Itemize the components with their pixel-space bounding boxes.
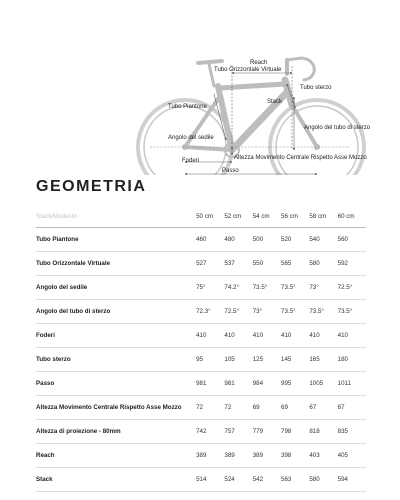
table-cell: 73.5° bbox=[281, 308, 296, 315]
table-cell: 75° bbox=[196, 284, 206, 291]
table-cell: 995 bbox=[281, 380, 292, 387]
front-wheel bbox=[270, 100, 364, 175]
table-cell: 95 bbox=[196, 356, 203, 363]
table-row bbox=[36, 252, 366, 276]
table-body bbox=[36, 228, 366, 492]
label-seat-tube: Tubo Piantone bbox=[168, 104, 207, 110]
table-cell: 527 bbox=[196, 260, 207, 267]
row-label: Passo bbox=[36, 380, 55, 387]
label-reach: Reach bbox=[250, 60, 268, 66]
table-cell: 73.5° bbox=[252, 284, 268, 291]
table-cell: 180 bbox=[337, 356, 348, 363]
row-label: Reach bbox=[36, 452, 55, 459]
table-row bbox=[36, 276, 366, 300]
table-cell: 537 bbox=[224, 260, 235, 267]
table-cell: 1011 bbox=[337, 380, 351, 387]
diagram-labels bbox=[168, 60, 371, 174]
table-cell: 105 bbox=[224, 356, 235, 363]
table-cell: 72.5° bbox=[224, 308, 239, 315]
size-header: 54 cm bbox=[253, 205, 281, 228]
row-label: Tubo sterzo bbox=[36, 356, 71, 363]
table-cell: 580 bbox=[309, 476, 320, 483]
table-cell: 984 bbox=[252, 380, 264, 387]
table-cell: 480 bbox=[224, 236, 235, 243]
table-cell: 560 bbox=[337, 236, 348, 243]
label-top-tube: Tubo Orizzontale Virtuale bbox=[214, 67, 282, 73]
table-cell: 145 bbox=[281, 356, 292, 363]
label-wheelbase: Passo bbox=[222, 168, 239, 174]
table-cell: 73.5° bbox=[309, 308, 324, 315]
table-cell: 520 bbox=[281, 236, 292, 243]
table-row bbox=[36, 300, 366, 324]
table-cell: 410 bbox=[281, 332, 292, 339]
table-cell: 398 bbox=[281, 452, 292, 459]
table-cell: 165 bbox=[309, 356, 320, 363]
table-cell: 410 bbox=[196, 332, 207, 339]
table-cell: 565 bbox=[281, 260, 292, 267]
table-cell: 542 bbox=[252, 476, 264, 483]
size-header: 58 cm bbox=[309, 205, 337, 228]
table-header-label: Stack/Modesto bbox=[36, 205, 196, 228]
table-cell: 410 bbox=[309, 332, 320, 339]
table-cell: 73° bbox=[252, 308, 263, 315]
table-cell: 540 bbox=[309, 236, 320, 243]
table-cell: 405 bbox=[337, 452, 348, 459]
row-label: Foderi bbox=[36, 332, 55, 339]
table-row bbox=[36, 420, 366, 444]
table-cell: 580 bbox=[309, 260, 320, 267]
page-title: GEOMETRIA bbox=[36, 178, 147, 195]
size-header: 60 cm bbox=[338, 205, 366, 228]
table-cell: 757 bbox=[224, 428, 235, 435]
table-cell: 1005 bbox=[309, 380, 324, 387]
row-label: Altezza di proiezione - 80mm bbox=[36, 428, 121, 435]
row-label: Angolo del tubo di sterzo bbox=[36, 308, 111, 315]
table-cell: 410 bbox=[224, 332, 235, 339]
table-cell: 500 bbox=[252, 236, 264, 243]
table-row bbox=[36, 468, 366, 492]
table-cell: 72.3° bbox=[196, 308, 211, 315]
label-head-tube: Tubo sterzo bbox=[300, 85, 332, 91]
table-cell: 514 bbox=[196, 476, 207, 483]
table-cell: 67 bbox=[337, 404, 345, 411]
table-row bbox=[36, 444, 366, 468]
bike-geometry-diagram bbox=[0, 0, 400, 175]
table-cell: 550 bbox=[252, 260, 264, 267]
row-label: Stack bbox=[36, 476, 53, 483]
table-cell: 72.5° bbox=[337, 284, 353, 291]
table-cell: 592 bbox=[337, 260, 348, 267]
table-cell: 69 bbox=[252, 404, 260, 411]
size-header: 56 cm bbox=[281, 205, 309, 228]
table-cell: 779 bbox=[252, 428, 264, 435]
table-cell: 389 bbox=[196, 452, 207, 459]
geometry-table bbox=[36, 205, 366, 492]
table-header-row bbox=[36, 205, 366, 228]
table-cell: 73.5° bbox=[281, 284, 296, 291]
row-label: Tubo Orizzontale Virtuale bbox=[36, 260, 111, 267]
table-cell: 798 bbox=[281, 428, 292, 435]
table-cell: 403 bbox=[309, 452, 320, 459]
size-header: 52 cm bbox=[224, 205, 252, 228]
table-cell: 67 bbox=[309, 404, 317, 411]
table-cell: 742 bbox=[196, 428, 207, 435]
table-cell: 389 bbox=[224, 452, 235, 459]
table-row bbox=[36, 228, 366, 252]
table-cell: 818 bbox=[309, 428, 320, 435]
label-seat-angle: Angolo del sedile bbox=[168, 135, 214, 141]
table-cell: 73° bbox=[309, 284, 319, 291]
table-row bbox=[36, 372, 366, 396]
table-cell: 125 bbox=[252, 356, 264, 363]
table-cell: 389 bbox=[252, 452, 264, 459]
table-cell: 73.5° bbox=[337, 308, 353, 315]
table-cell: 981 bbox=[196, 380, 207, 387]
table-cell: 835 bbox=[337, 428, 348, 435]
label-stack: Stack bbox=[267, 99, 283, 105]
row-label: Angolo del sedile bbox=[36, 284, 88, 291]
table-cell: 69 bbox=[281, 404, 288, 411]
label-head-angle: Angolo del tubo di sterzo bbox=[304, 125, 371, 131]
table-cell: 563 bbox=[281, 476, 292, 483]
table-row bbox=[36, 324, 366, 348]
table-cell: 524 bbox=[224, 476, 235, 483]
table-cell: 410 bbox=[252, 332, 264, 339]
table-cell: 72 bbox=[196, 404, 203, 411]
label-bb-drop: Altezza Movimento Centrale Rispetto Asse Mozzo bbox=[234, 155, 367, 161]
table-cell: 594 bbox=[337, 476, 348, 483]
table-cell: 460 bbox=[196, 236, 207, 243]
size-header: 50 cm bbox=[196, 205, 224, 228]
table-row bbox=[36, 348, 366, 372]
table-cell: 72 bbox=[224, 404, 232, 411]
table-cell: 74.2° bbox=[224, 284, 239, 291]
table-cell: 410 bbox=[337, 332, 348, 339]
label-chainstay: Foderi bbox=[182, 158, 200, 164]
row-label: Tubo Piantone bbox=[36, 236, 79, 243]
row-label: Altezza Movimento Centrale Rispetto Asse Mozzo bbox=[36, 404, 182, 411]
table-cell: 981 bbox=[224, 380, 235, 387]
table-row bbox=[36, 396, 366, 420]
